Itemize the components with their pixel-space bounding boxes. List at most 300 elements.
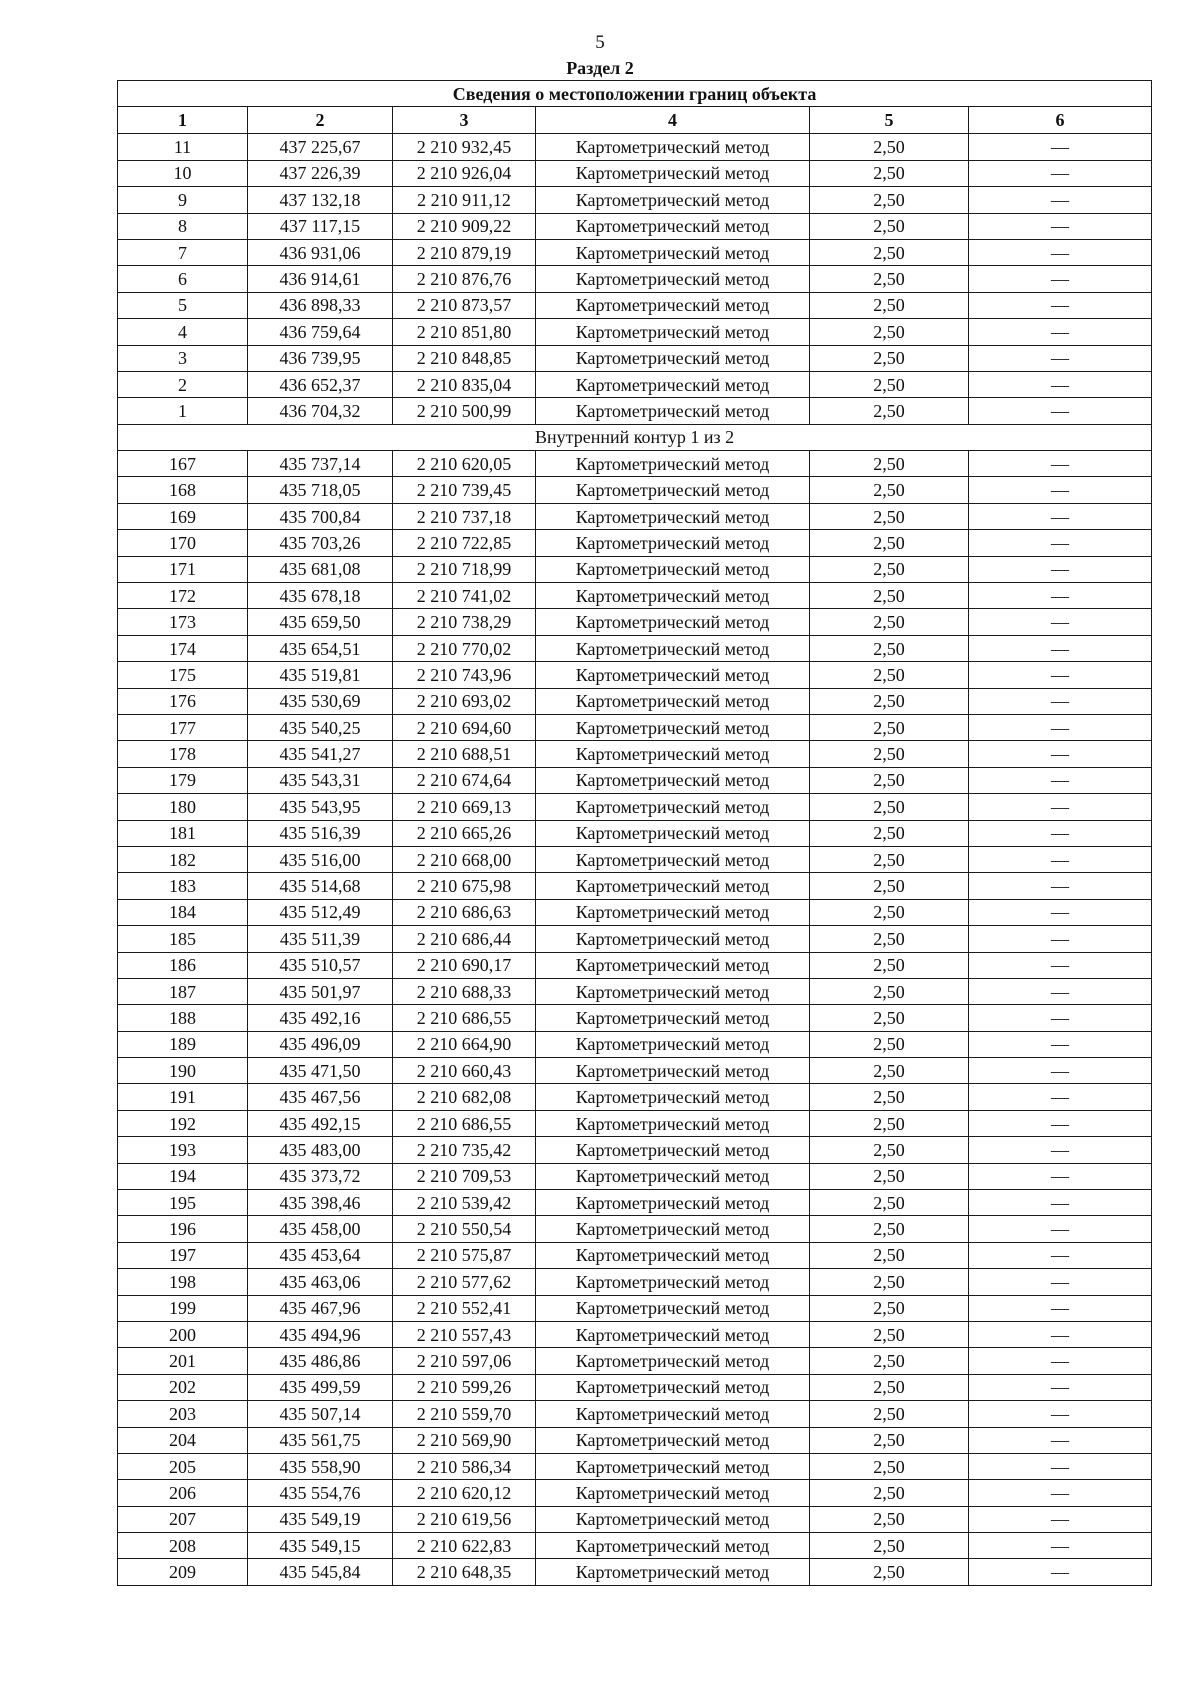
point-number-cell: 185 bbox=[118, 926, 248, 952]
accuracy-cell: 2,50 bbox=[810, 926, 969, 952]
table-row bbox=[118, 1506, 1152, 1532]
accuracy-cell: 2,50 bbox=[810, 1269, 969, 1295]
point-number-cell: 193 bbox=[118, 1137, 248, 1163]
accuracy-cell: 2,50 bbox=[810, 1242, 969, 1268]
method-cell: Картометрический метод bbox=[536, 899, 810, 925]
point-number-cell: 189 bbox=[118, 1031, 248, 1057]
page-number: 5 bbox=[595, 32, 605, 53]
accuracy-cell: 2,50 bbox=[810, 952, 969, 978]
y-coordinate-cell: 2 210 722,85 bbox=[393, 530, 536, 556]
table-row bbox=[118, 1005, 1152, 1031]
y-coordinate-cell: 2 210 909,22 bbox=[393, 213, 536, 239]
description-cell: — bbox=[969, 319, 1152, 345]
accuracy-cell: 2,50 bbox=[810, 1427, 969, 1453]
table-row bbox=[118, 820, 1152, 846]
method-cell: Картометрический метод bbox=[536, 635, 810, 661]
table-row bbox=[118, 1084, 1152, 1110]
x-coordinate-cell: 435 519,81 bbox=[248, 662, 393, 688]
x-coordinate-cell: 435 453,64 bbox=[248, 1242, 393, 1268]
method-cell: Картометрический метод bbox=[536, 292, 810, 318]
point-number-cell: 176 bbox=[118, 688, 248, 714]
x-coordinate-cell: 437 225,67 bbox=[248, 134, 393, 160]
table-row bbox=[118, 662, 1152, 688]
table-row bbox=[118, 1559, 1152, 1585]
x-coordinate-cell: 435 549,15 bbox=[248, 1533, 393, 1559]
point-number-cell: 174 bbox=[118, 635, 248, 661]
accuracy-cell: 2,50 bbox=[810, 873, 969, 899]
table-row bbox=[118, 1163, 1152, 1189]
x-coordinate-cell: 435 483,00 bbox=[248, 1137, 393, 1163]
accuracy-cell: 2,50 bbox=[810, 688, 969, 714]
table-row bbox=[118, 609, 1152, 635]
accuracy-cell: 2,50 bbox=[810, 1453, 969, 1479]
description-cell: — bbox=[969, 978, 1152, 1004]
point-number-cell: 172 bbox=[118, 583, 248, 609]
y-coordinate-cell: 2 210 550,54 bbox=[393, 1216, 536, 1242]
table-row bbox=[118, 1190, 1152, 1216]
point-number-cell: 186 bbox=[118, 952, 248, 978]
x-coordinate-cell: 435 496,09 bbox=[248, 1031, 393, 1057]
x-coordinate-cell: 435 398,46 bbox=[248, 1190, 393, 1216]
x-coordinate-cell: 436 739,95 bbox=[248, 345, 393, 371]
description-cell: — bbox=[969, 1427, 1152, 1453]
method-cell: Картометрический метод bbox=[536, 1058, 810, 1084]
accuracy-cell: 2,50 bbox=[810, 1216, 969, 1242]
method-cell: Картометрический метод bbox=[536, 345, 810, 371]
description-cell: — bbox=[969, 873, 1152, 899]
description-cell: — bbox=[969, 1374, 1152, 1400]
description-cell: — bbox=[969, 899, 1152, 925]
point-number-cell: 183 bbox=[118, 873, 248, 899]
x-coordinate-cell: 435 681,08 bbox=[248, 556, 393, 582]
description-cell: — bbox=[969, 1533, 1152, 1559]
table-row bbox=[118, 873, 1152, 899]
description-cell: — bbox=[969, 477, 1152, 503]
x-coordinate-cell: 435 659,50 bbox=[248, 609, 393, 635]
table-row bbox=[118, 635, 1152, 661]
method-cell: Картометрический метод bbox=[536, 952, 810, 978]
description-cell: — bbox=[969, 503, 1152, 529]
table-row bbox=[118, 398, 1152, 424]
accuracy-cell: 2,50 bbox=[810, 1321, 969, 1347]
method-cell: Картометрический метод bbox=[536, 662, 810, 688]
table-row bbox=[118, 1058, 1152, 1084]
table-row bbox=[118, 978, 1152, 1004]
description-cell: — bbox=[969, 213, 1152, 239]
x-coordinate-cell: 435 718,05 bbox=[248, 477, 393, 503]
method-cell: Картометрический метод bbox=[536, 1321, 810, 1347]
x-coordinate-cell: 436 931,06 bbox=[248, 239, 393, 265]
point-number-cell: 196 bbox=[118, 1216, 248, 1242]
x-coordinate-cell: 435 510,57 bbox=[248, 952, 393, 978]
y-coordinate-cell: 2 210 926,04 bbox=[393, 160, 536, 186]
y-coordinate-cell: 2 210 620,05 bbox=[393, 451, 536, 477]
table-row bbox=[118, 556, 1152, 582]
point-number-cell: 173 bbox=[118, 609, 248, 635]
table-row bbox=[118, 1533, 1152, 1559]
y-coordinate-cell: 2 210 575,87 bbox=[393, 1242, 536, 1268]
method-cell: Картометрический метод bbox=[536, 1269, 810, 1295]
description-cell: — bbox=[969, 688, 1152, 714]
point-number-cell: 167 bbox=[118, 451, 248, 477]
x-coordinate-cell: 435 494,96 bbox=[248, 1321, 393, 1347]
accuracy-cell: 2,50 bbox=[810, 239, 969, 265]
method-cell: Картометрический метод bbox=[536, 609, 810, 635]
y-coordinate-cell: 2 210 876,76 bbox=[393, 266, 536, 292]
table-row bbox=[118, 1269, 1152, 1295]
description-cell: — bbox=[969, 1295, 1152, 1321]
y-coordinate-cell: 2 210 686,63 bbox=[393, 899, 536, 925]
description-cell: — bbox=[969, 609, 1152, 635]
table-row bbox=[118, 1321, 1152, 1347]
accuracy-cell: 2,50 bbox=[810, 899, 969, 925]
x-coordinate-cell: 435 514,68 bbox=[248, 873, 393, 899]
accuracy-cell: 2,50 bbox=[810, 741, 969, 767]
point-number-cell: 182 bbox=[118, 846, 248, 872]
point-number-cell: 187 bbox=[118, 978, 248, 1004]
x-coordinate-cell: 435 516,00 bbox=[248, 846, 393, 872]
method-cell: Картометрический метод bbox=[536, 239, 810, 265]
table-row bbox=[118, 846, 1152, 872]
description-cell: — bbox=[969, 1269, 1152, 1295]
point-number-cell: 171 bbox=[118, 556, 248, 582]
x-coordinate-cell: 435 511,39 bbox=[248, 926, 393, 952]
point-number-cell: 170 bbox=[118, 530, 248, 556]
y-coordinate-cell: 2 210 873,57 bbox=[393, 292, 536, 318]
point-number-cell: 3 bbox=[118, 345, 248, 371]
table-row bbox=[118, 583, 1152, 609]
method-cell: Картометрический метод bbox=[536, 266, 810, 292]
accuracy-cell: 2,50 bbox=[810, 530, 969, 556]
accuracy-cell: 2,50 bbox=[810, 1190, 969, 1216]
y-coordinate-cell: 2 210 675,98 bbox=[393, 873, 536, 899]
column-header: 5 bbox=[810, 107, 969, 134]
description-cell: — bbox=[969, 1031, 1152, 1057]
table-row bbox=[118, 952, 1152, 978]
y-coordinate-cell: 2 210 577,62 bbox=[393, 1269, 536, 1295]
method-cell: Картометрический метод bbox=[536, 503, 810, 529]
description-cell: — bbox=[969, 1348, 1152, 1374]
method-cell: Картометрический метод bbox=[536, 1216, 810, 1242]
y-coordinate-cell: 2 210 932,45 bbox=[393, 134, 536, 160]
y-coordinate-cell: 2 210 690,17 bbox=[393, 952, 536, 978]
x-coordinate-cell: 435 486,86 bbox=[248, 1348, 393, 1374]
description-cell: — bbox=[969, 846, 1152, 872]
y-coordinate-cell: 2 210 620,12 bbox=[393, 1480, 536, 1506]
x-coordinate-cell: 435 492,15 bbox=[248, 1110, 393, 1136]
column-header: 4 bbox=[536, 107, 810, 134]
method-cell: Картометрический метод bbox=[536, 398, 810, 424]
method-cell: Картометрический метод bbox=[536, 1190, 810, 1216]
point-number-cell: 179 bbox=[118, 767, 248, 793]
table-row bbox=[118, 1453, 1152, 1479]
inner-contour-rows bbox=[118, 451, 1152, 1586]
accuracy-cell: 2,50 bbox=[810, 714, 969, 740]
point-number-cell: 199 bbox=[118, 1295, 248, 1321]
y-coordinate-cell: 2 210 743,96 bbox=[393, 662, 536, 688]
accuracy-cell: 2,50 bbox=[810, 635, 969, 661]
method-cell: Картометрический метод bbox=[536, 846, 810, 872]
x-coordinate-cell: 435 467,56 bbox=[248, 1084, 393, 1110]
y-coordinate-cell: 2 210 686,55 bbox=[393, 1110, 536, 1136]
description-cell: — bbox=[969, 292, 1152, 318]
contour-label: Внутренний контур 1 из 2 bbox=[118, 424, 1152, 450]
point-number-cell: 200 bbox=[118, 1321, 248, 1347]
y-coordinate-cell: 2 210 851,80 bbox=[393, 319, 536, 345]
description-cell: — bbox=[969, 1005, 1152, 1031]
accuracy-cell: 2,50 bbox=[810, 345, 969, 371]
point-number-cell: 201 bbox=[118, 1348, 248, 1374]
accuracy-cell: 2,50 bbox=[810, 820, 969, 846]
point-number-cell: 198 bbox=[118, 1269, 248, 1295]
method-cell: Картометрический метод bbox=[536, 1137, 810, 1163]
table-row bbox=[118, 477, 1152, 503]
point-number-cell: 195 bbox=[118, 1190, 248, 1216]
y-coordinate-cell: 2 210 686,44 bbox=[393, 926, 536, 952]
accuracy-cell: 2,50 bbox=[810, 1374, 969, 1400]
method-cell: Картометрический метод bbox=[536, 583, 810, 609]
contour-label-row bbox=[118, 424, 1152, 450]
x-coordinate-cell: 435 703,26 bbox=[248, 530, 393, 556]
method-cell: Картометрический метод bbox=[536, 1374, 810, 1400]
y-coordinate-cell: 2 210 688,51 bbox=[393, 741, 536, 767]
table-row bbox=[118, 767, 1152, 793]
method-cell: Картометрический метод bbox=[536, 1559, 810, 1585]
method-cell: Картометрический метод bbox=[536, 556, 810, 582]
y-coordinate-cell: 2 210 694,60 bbox=[393, 714, 536, 740]
table-title-row bbox=[118, 81, 1152, 107]
x-coordinate-cell: 437 117,15 bbox=[248, 213, 393, 239]
method-cell: Картометрический метод bbox=[536, 213, 810, 239]
y-coordinate-cell: 2 210 648,35 bbox=[393, 1559, 536, 1585]
method-cell: Картометрический метод bbox=[536, 319, 810, 345]
accuracy-cell: 2,50 bbox=[810, 451, 969, 477]
accuracy-cell: 2,50 bbox=[810, 1005, 969, 1031]
point-number-cell: 194 bbox=[118, 1163, 248, 1189]
method-cell: Картометрический метод bbox=[536, 767, 810, 793]
x-coordinate-cell: 435 499,59 bbox=[248, 1374, 393, 1400]
x-coordinate-cell: 435 545,84 bbox=[248, 1559, 393, 1585]
accuracy-cell: 2,50 bbox=[810, 1480, 969, 1506]
accuracy-cell: 2,50 bbox=[810, 292, 969, 318]
x-coordinate-cell: 435 516,39 bbox=[248, 820, 393, 846]
table-row bbox=[118, 292, 1152, 318]
y-coordinate-cell: 2 210 709,53 bbox=[393, 1163, 536, 1189]
table-row bbox=[118, 239, 1152, 265]
y-coordinate-cell: 2 210 569,90 bbox=[393, 1427, 536, 1453]
description-cell: — bbox=[969, 1163, 1152, 1189]
method-cell: Картометрический метод bbox=[536, 926, 810, 952]
section-title: Раздел 2 bbox=[566, 58, 634, 78]
point-number-cell: 204 bbox=[118, 1427, 248, 1453]
y-coordinate-cell: 2 210 597,06 bbox=[393, 1348, 536, 1374]
column-header: 2 bbox=[248, 107, 393, 134]
method-cell: Картометрический метод bbox=[536, 820, 810, 846]
method-cell: Картометрический метод bbox=[536, 1110, 810, 1136]
x-coordinate-cell: 435 543,31 bbox=[248, 767, 393, 793]
table-row bbox=[118, 899, 1152, 925]
method-cell: Картометрический метод bbox=[536, 1005, 810, 1031]
table-row bbox=[118, 1031, 1152, 1057]
method-cell: Картометрический метод bbox=[536, 187, 810, 213]
description-cell: — bbox=[969, 635, 1152, 661]
x-coordinate-cell: 435 540,25 bbox=[248, 714, 393, 740]
method-cell: Картометрический метод bbox=[536, 1242, 810, 1268]
x-coordinate-cell: 435 492,16 bbox=[248, 1005, 393, 1031]
table-row bbox=[118, 688, 1152, 714]
table-row bbox=[118, 345, 1152, 371]
description-cell: — bbox=[969, 794, 1152, 820]
x-coordinate-cell: 435 554,76 bbox=[248, 1480, 393, 1506]
description-cell: — bbox=[969, 820, 1152, 846]
x-coordinate-cell: 437 132,18 bbox=[248, 187, 393, 213]
accuracy-cell: 2,50 bbox=[810, 266, 969, 292]
description-cell: — bbox=[969, 187, 1152, 213]
table-row bbox=[118, 1427, 1152, 1453]
description-cell: — bbox=[969, 1084, 1152, 1110]
y-coordinate-cell: 2 210 669,13 bbox=[393, 794, 536, 820]
description-cell: — bbox=[969, 1110, 1152, 1136]
method-cell: Картометрический метод bbox=[536, 1453, 810, 1479]
table-row bbox=[118, 187, 1152, 213]
accuracy-cell: 2,50 bbox=[810, 1084, 969, 1110]
y-coordinate-cell: 2 210 738,29 bbox=[393, 609, 536, 635]
y-coordinate-cell: 2 210 668,00 bbox=[393, 846, 536, 872]
accuracy-cell: 2,50 bbox=[810, 1031, 969, 1057]
point-number-cell: 208 bbox=[118, 1533, 248, 1559]
column-header: 1 bbox=[118, 107, 248, 134]
table-row bbox=[118, 266, 1152, 292]
description-cell: — bbox=[969, 1453, 1152, 1479]
point-number-cell: 5 bbox=[118, 292, 248, 318]
description-cell: — bbox=[969, 583, 1152, 609]
accuracy-cell: 2,50 bbox=[810, 794, 969, 820]
y-coordinate-cell: 2 210 735,42 bbox=[393, 1137, 536, 1163]
point-number-cell: 207 bbox=[118, 1506, 248, 1532]
x-coordinate-cell: 435 678,18 bbox=[248, 583, 393, 609]
x-coordinate-cell: 435 512,49 bbox=[248, 899, 393, 925]
method-cell: Картометрический метод bbox=[536, 1506, 810, 1532]
y-coordinate-cell: 2 210 660,43 bbox=[393, 1058, 536, 1084]
description-cell: — bbox=[969, 1216, 1152, 1242]
x-coordinate-cell: 435 561,75 bbox=[248, 1427, 393, 1453]
accuracy-cell: 2,50 bbox=[810, 319, 969, 345]
description-cell: — bbox=[969, 1137, 1152, 1163]
description-cell: — bbox=[969, 714, 1152, 740]
accuracy-cell: 2,50 bbox=[810, 1506, 969, 1532]
y-coordinate-cell: 2 210 539,42 bbox=[393, 1190, 536, 1216]
method-cell: Картометрический метод bbox=[536, 1084, 810, 1110]
description-cell: — bbox=[969, 662, 1152, 688]
x-coordinate-cell: 435 471,50 bbox=[248, 1058, 393, 1084]
point-number-cell: 9 bbox=[118, 187, 248, 213]
x-coordinate-cell: 435 549,19 bbox=[248, 1506, 393, 1532]
description-cell: — bbox=[969, 1506, 1152, 1532]
method-cell: Картометрический метод bbox=[536, 1163, 810, 1189]
boundary-points-table bbox=[117, 80, 1152, 1586]
x-coordinate-cell: 435 558,90 bbox=[248, 1453, 393, 1479]
description-cell: — bbox=[969, 1058, 1152, 1084]
method-cell: Картометрический метод bbox=[536, 741, 810, 767]
table-row bbox=[118, 319, 1152, 345]
x-coordinate-cell: 435 541,27 bbox=[248, 741, 393, 767]
column-header: 6 bbox=[969, 107, 1152, 134]
description-cell: — bbox=[969, 741, 1152, 767]
accuracy-cell: 2,50 bbox=[810, 477, 969, 503]
accuracy-cell: 2,50 bbox=[810, 160, 969, 186]
description-cell: — bbox=[969, 371, 1152, 397]
method-cell: Картометрический метод bbox=[536, 1348, 810, 1374]
y-coordinate-cell: 2 210 686,55 bbox=[393, 1005, 536, 1031]
method-cell: Картометрический метод bbox=[536, 1427, 810, 1453]
method-cell: Картометрический метод bbox=[536, 1533, 810, 1559]
y-coordinate-cell: 2 210 688,33 bbox=[393, 978, 536, 1004]
y-coordinate-cell: 2 210 559,70 bbox=[393, 1401, 536, 1427]
point-number-cell: 6 bbox=[118, 266, 248, 292]
description-cell: — bbox=[969, 134, 1152, 160]
method-cell: Картометрический метод bbox=[536, 1031, 810, 1057]
point-number-cell: 1 bbox=[118, 398, 248, 424]
point-number-cell: 181 bbox=[118, 820, 248, 846]
point-number-cell: 205 bbox=[118, 1453, 248, 1479]
method-cell: Картометрический метод bbox=[536, 714, 810, 740]
point-number-cell: 8 bbox=[118, 213, 248, 239]
point-number-cell: 191 bbox=[118, 1084, 248, 1110]
table-row bbox=[118, 530, 1152, 556]
table-row bbox=[118, 1295, 1152, 1321]
table-row bbox=[118, 1480, 1152, 1506]
y-coordinate-cell: 2 210 622,83 bbox=[393, 1533, 536, 1559]
point-number-cell: 190 bbox=[118, 1058, 248, 1084]
method-cell: Картометрический метод bbox=[536, 530, 810, 556]
y-coordinate-cell: 2 210 682,08 bbox=[393, 1084, 536, 1110]
table-row bbox=[118, 503, 1152, 529]
description-cell: — bbox=[969, 556, 1152, 582]
point-number-cell: 178 bbox=[118, 741, 248, 767]
method-cell: Картометрический метод bbox=[536, 477, 810, 503]
x-coordinate-cell: 437 226,39 bbox=[248, 160, 393, 186]
x-coordinate-cell: 435 373,72 bbox=[248, 1163, 393, 1189]
table-row bbox=[118, 160, 1152, 186]
table-row bbox=[118, 134, 1152, 160]
method-cell: Картометрический метод bbox=[536, 1295, 810, 1321]
y-coordinate-cell: 2 210 586,34 bbox=[393, 1453, 536, 1479]
accuracy-cell: 2,50 bbox=[810, 371, 969, 397]
description-cell: — bbox=[969, 926, 1152, 952]
point-number-cell: 177 bbox=[118, 714, 248, 740]
table-row bbox=[118, 926, 1152, 952]
column-header-row bbox=[118, 107, 1152, 134]
x-coordinate-cell: 435 458,00 bbox=[248, 1216, 393, 1242]
table-row bbox=[118, 1137, 1152, 1163]
point-number-cell: 4 bbox=[118, 319, 248, 345]
y-coordinate-cell: 2 210 557,43 bbox=[393, 1321, 536, 1347]
accuracy-cell: 2,50 bbox=[810, 1110, 969, 1136]
accuracy-cell: 2,50 bbox=[810, 609, 969, 635]
accuracy-cell: 2,50 bbox=[810, 1348, 969, 1374]
method-cell: Картометрический метод bbox=[536, 1480, 810, 1506]
y-coordinate-cell: 2 210 739,45 bbox=[393, 477, 536, 503]
accuracy-cell: 2,50 bbox=[810, 1163, 969, 1189]
y-coordinate-cell: 2 210 693,02 bbox=[393, 688, 536, 714]
y-coordinate-cell: 2 210 599,26 bbox=[393, 1374, 536, 1400]
point-number-cell: 188 bbox=[118, 1005, 248, 1031]
description-cell: — bbox=[969, 1401, 1152, 1427]
description-cell: — bbox=[969, 1480, 1152, 1506]
point-number-cell: 2 bbox=[118, 371, 248, 397]
point-number-cell: 209 bbox=[118, 1559, 248, 1585]
x-coordinate-cell: 435 543,95 bbox=[248, 794, 393, 820]
